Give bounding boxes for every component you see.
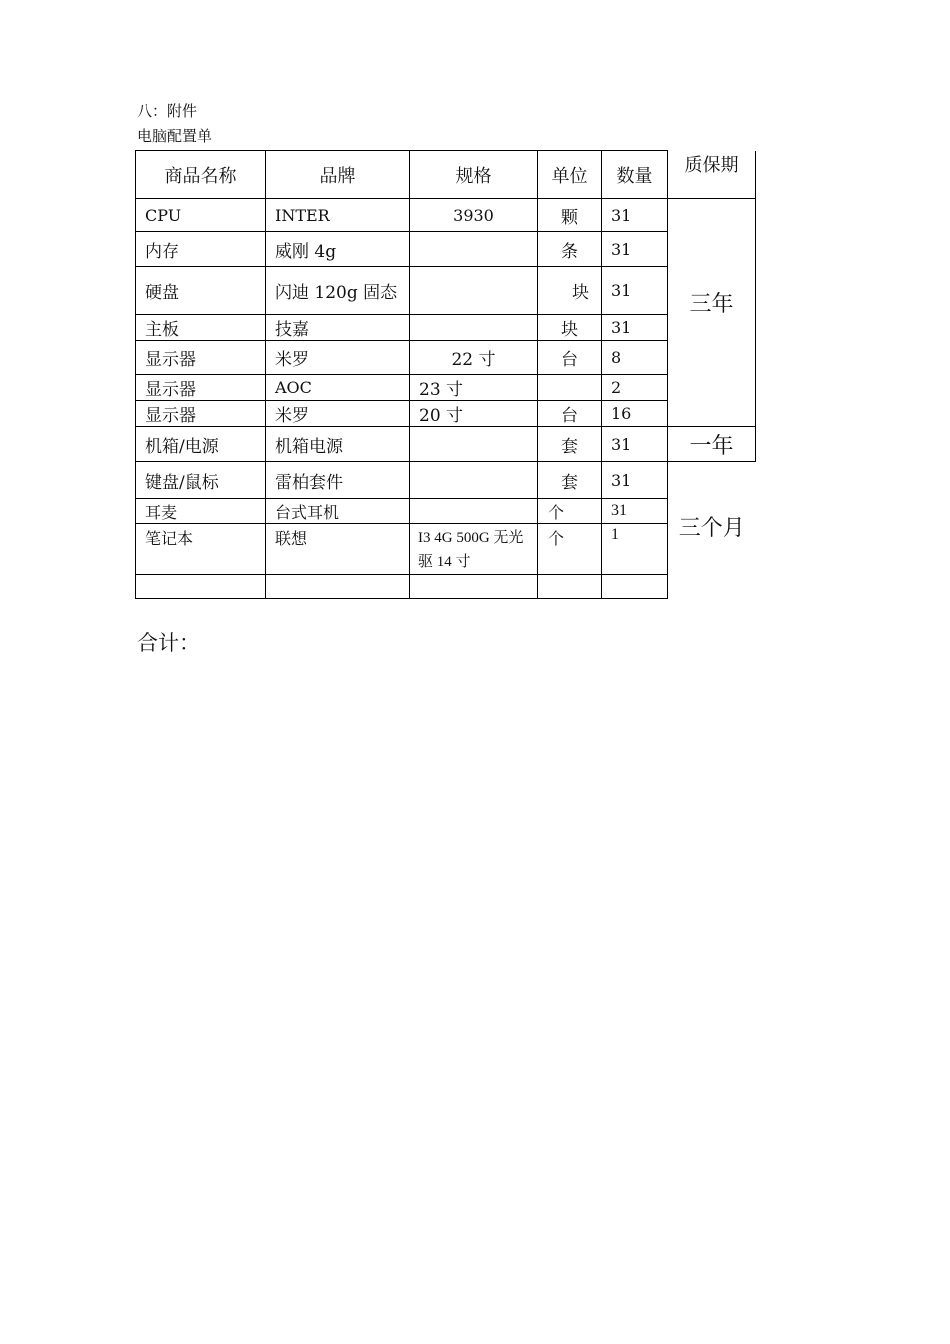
- section-title: 八：附件: [137, 102, 198, 120]
- cell-brand: 米罗: [266, 401, 410, 427]
- cell-brand: 威刚 4g: [266, 232, 410, 267]
- cell-unit: 套: [538, 427, 602, 462]
- cell-brand: 联想: [266, 524, 410, 575]
- cell-brand: 台式耳机: [266, 499, 410, 524]
- cell-qty: 31: [602, 427, 668, 462]
- cell-qty: 1: [602, 524, 668, 575]
- total-label: 合计：: [137, 631, 200, 655]
- cell-qty: 16: [602, 401, 668, 427]
- warranty-three-months: [668, 462, 756, 599]
- table-row: [136, 524, 756, 575]
- cell-brand: 机箱电源: [266, 427, 410, 462]
- table-header-row: [136, 151, 756, 199]
- warranty-label: 一年: [689, 433, 734, 459]
- cell-spec: [410, 232, 538, 267]
- cell-unit: 颗: [538, 199, 602, 232]
- table-row: [136, 315, 756, 341]
- cell-qty: 2: [602, 375, 668, 401]
- cell-unit: [538, 375, 602, 401]
- table-row: [136, 427, 756, 462]
- cell-qty: 31: [602, 315, 668, 341]
- cell-brand: [266, 575, 410, 599]
- cell-qty: 8: [602, 341, 668, 375]
- cell-qty: 31: [602, 499, 668, 524]
- cell-brand: AOC: [266, 375, 410, 401]
- cell-unit: [538, 575, 602, 599]
- cell-spec: 20 寸: [410, 401, 538, 427]
- cell-name: 主板: [136, 315, 266, 341]
- cell-unit: 块: [538, 267, 602, 315]
- warranty-label: 三个月: [678, 515, 745, 541]
- cell-brand: 米罗: [266, 341, 410, 375]
- cell-name: [136, 575, 266, 599]
- cell-spec: 22 寸: [410, 341, 538, 375]
- cell-unit: 台: [538, 401, 602, 427]
- table-row: [136, 232, 756, 267]
- cell-unit: 套: [538, 462, 602, 499]
- cell-qty: 31: [602, 199, 668, 232]
- cell-spec: I3 4G 500G 无光驱 14 寸: [410, 524, 538, 575]
- cell-name: 显示器: [136, 341, 266, 375]
- cell-brand: 雷柏套件: [266, 462, 410, 499]
- warranty-label: 三年: [689, 292, 734, 317]
- header-qty: 数量: [602, 151, 668, 199]
- header-name: 商品名称: [136, 151, 266, 199]
- cell-spec: [410, 462, 538, 499]
- cell-qty: [602, 575, 668, 599]
- cell-name: CPU: [136, 199, 266, 232]
- cell-brand: 技嘉: [266, 315, 410, 341]
- cell-name: 硬盘: [136, 267, 266, 315]
- cell-unit: 个: [538, 524, 602, 575]
- cell-spec: [410, 427, 538, 462]
- table-row: [136, 267, 756, 315]
- cell-unit: 块: [538, 315, 602, 341]
- table-row: [136, 462, 756, 499]
- cell-brand: INTER: [266, 199, 410, 232]
- cell-name: 笔记本: [136, 524, 266, 575]
- cell-name: 显示器: [136, 401, 266, 427]
- cell-spec: [410, 575, 538, 599]
- cell-spec: [410, 499, 538, 524]
- cell-name: 显示器: [136, 375, 266, 401]
- cell-spec: [410, 267, 538, 315]
- cell-name: 键盘/鼠标: [136, 462, 266, 499]
- cell-name: 内存: [136, 232, 266, 267]
- table-row: [136, 341, 756, 375]
- warranty-three-years: [668, 199, 756, 427]
- cell-unit: 条: [538, 232, 602, 267]
- cell-name: 耳麦: [136, 499, 266, 524]
- cell-spec: 3930: [410, 199, 538, 232]
- header-unit: 单位: [538, 151, 602, 199]
- cell-qty: 31: [602, 232, 668, 267]
- cell-brand: 闪迪 120g 固态: [266, 267, 410, 315]
- cell-spec: 23 寸: [410, 375, 538, 401]
- table-row: [136, 575, 756, 599]
- cell-qty: 31: [602, 462, 668, 499]
- table-row: [136, 401, 756, 427]
- cell-name: 机箱/电源: [136, 427, 266, 462]
- table-title: 电脑配置单: [137, 127, 213, 145]
- cell-qty: 31: [602, 267, 668, 315]
- header-brand: 品牌: [266, 151, 410, 199]
- cell-spec: [410, 315, 538, 341]
- warranty-one-year: [668, 427, 756, 462]
- table-row: [136, 499, 756, 524]
- header-spec: 规格: [410, 151, 538, 199]
- computer-config-table: [135, 150, 756, 599]
- cell-unit: 台: [538, 341, 602, 375]
- cell-unit: 个: [538, 499, 602, 524]
- table-row: [136, 375, 756, 401]
- table-row: [136, 199, 756, 232]
- header-warranty: 质保期: [668, 151, 756, 199]
